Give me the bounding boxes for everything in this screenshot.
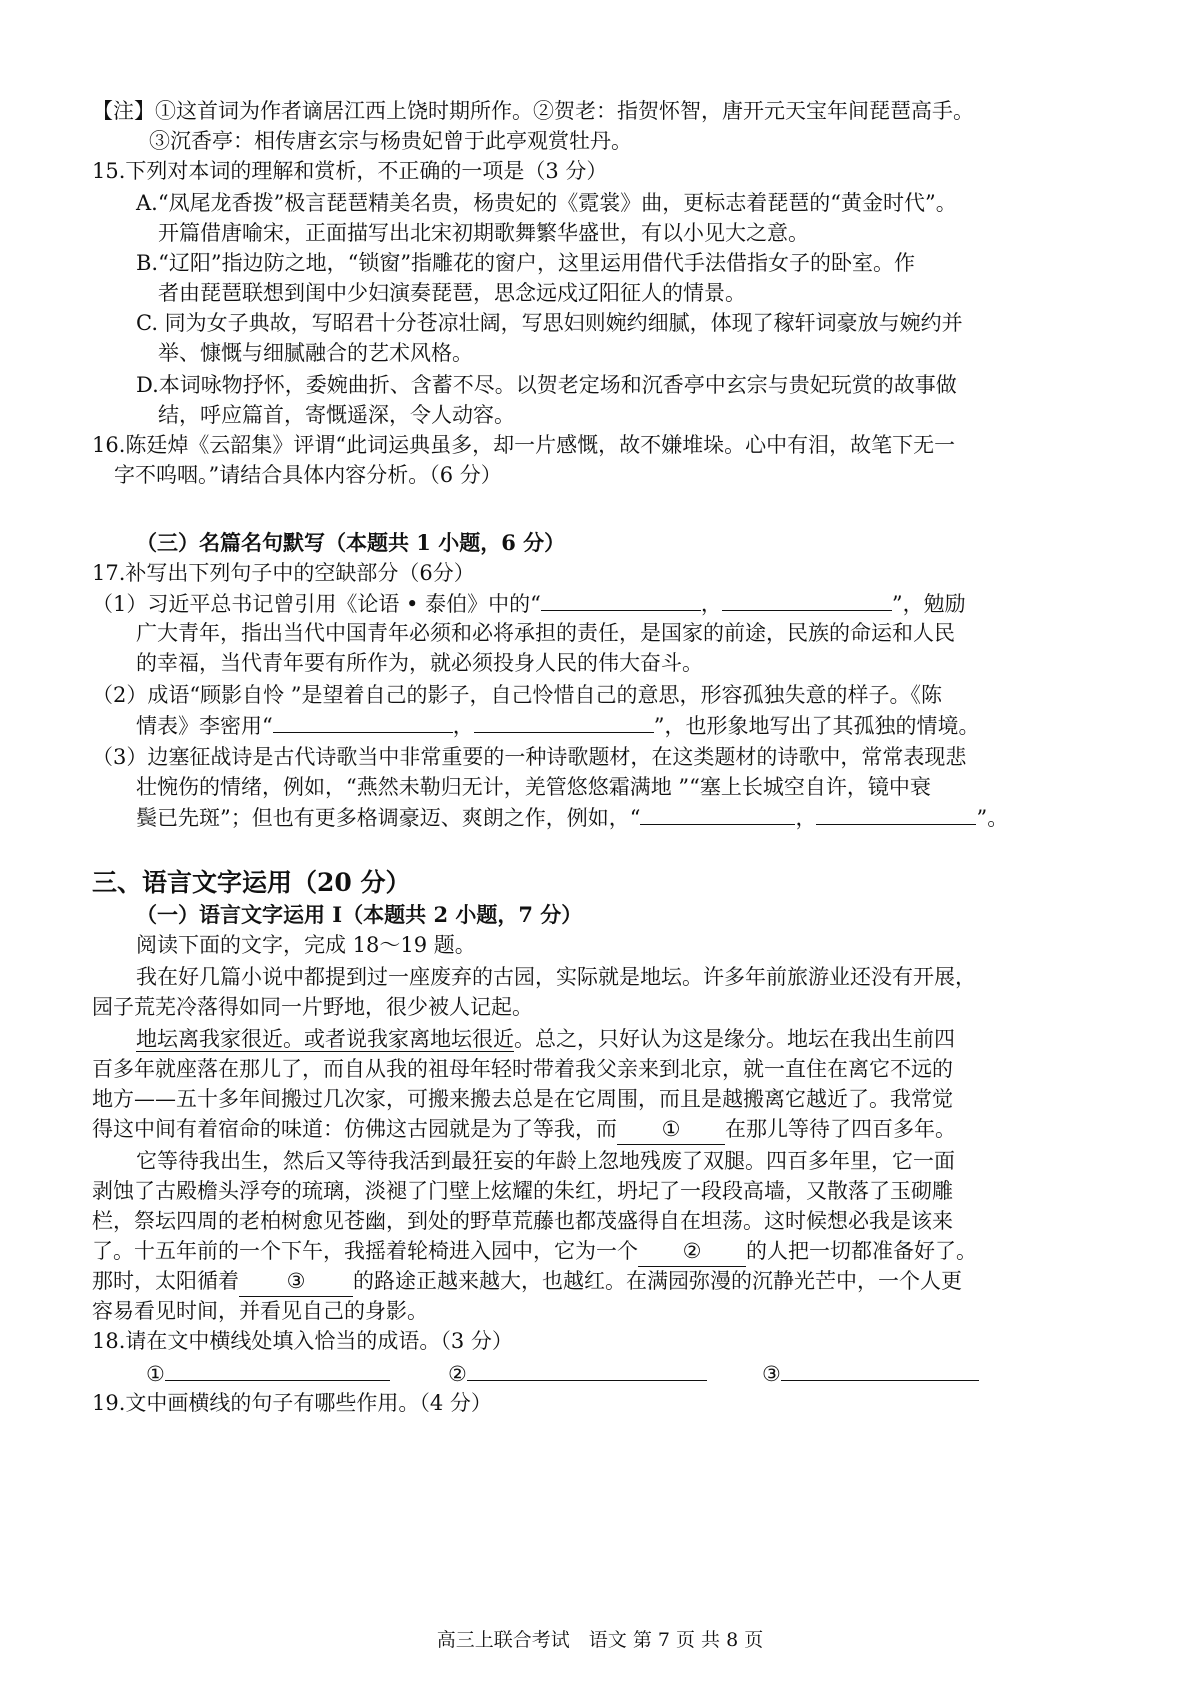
q17-part-3-line-3: [136, 802, 1008, 833]
underlined-sentence: 地坛离我家很近。或者说我家离地坛很近: [136, 1027, 514, 1051]
q18-answer-blank-3[interactable]: [781, 1358, 979, 1381]
answer-blank-3[interactable]: [273, 710, 453, 733]
q15-option-b-2: 者由琵琶联想到闺中少妇演奏琵琶，思念远戍辽阳征人的情景。: [158, 281, 746, 305]
passage-p2-line-4: [92, 1114, 956, 1145]
q18-answer-2: [448, 1358, 707, 1389]
passage-p3-line-1: 它等待我出生，然后又等待我活到最狂妄的年龄上忽地残废了双腿。四百多年里，它一面: [136, 1149, 955, 1173]
q15-option-c-1: C. 同为女子典故，写昭君十分苍凉壮阔，写思妇则婉约细腻，体现了稼轩词豪放与婉约并: [136, 311, 963, 335]
passage-p3-line-3: 栏，祭坛四周的老柏树愈见苍幽，到处的野草荒藤也都茂盛得自在坦荡。这时候想必我是该来: [92, 1209, 953, 1233]
answer-blank-2[interactable]: [722, 588, 892, 611]
passage-blank-1[interactable]: ①: [617, 1114, 725, 1145]
note-line-1: 【注】①这首词为作者谪居江西上饶时期所作。②贺老：指贺怀智，唐开元天宝年间琵琶高手。: [92, 99, 974, 123]
note-line-2: ③沉香亭：相传唐玄宗与杨贵妃曾于此亭观赏牡丹。: [149, 129, 632, 153]
q15-option-c-2: 举、慷慨与细腻融合的艺术风格。: [158, 341, 473, 365]
q16-line-2: 字不呜咽。”请结合具体内容分析。（6 分）: [114, 463, 502, 487]
q17-part-1-line-3: 的幸福，当代青年要有所作为，就必须投身人民的伟大奋斗。: [136, 651, 703, 675]
passage-text: 的路途正越来越大，也越红。在满园弥漫的沉静光芒中，一个人更: [353, 1269, 962, 1293]
passage-text: 的人把一切都准备好了。: [746, 1239, 977, 1263]
q18-mark-1: ①: [146, 1362, 165, 1386]
passage-p3-line-2: 剥蚀了古殿檐头浮夸的琉璃，淡褪了门壁上炫耀的朱红，坍圮了一段段高墙，又散落了玉砌雕: [92, 1179, 953, 1203]
q17-3-suffix: ”。: [976, 806, 1009, 830]
q17-part-1-line-1: [92, 588, 966, 619]
q19-stem: 19.文中画横线的句子有哪些作用。（4 分）: [92, 1391, 492, 1415]
q17-3-prefix: 鬓已先斑”；但也有更多格调豪迈、爽朗之作，例如，“: [136, 806, 641, 830]
passage-p1-line-1: 我在好几篇小说中都提到过一座废弃的古园，实际就是地坛。许多年前旅游业还没有开展，: [136, 965, 976, 989]
q18-mark-2: ②: [448, 1362, 467, 1386]
reading-instruction: 阅读下面的文字，完成 18～19 题。: [136, 933, 476, 957]
q17-part-3-line-2: 壮惋伤的情绪，例如，“燕然未勒归无计，羌管悠悠霜满地 ”“塞上长城空自许，镜中衰: [136, 775, 931, 799]
passage-p2-line-3: 地方——五十多年间搬过几次家，可搬来搬去总是在它周围，而且是越搬离它越近了。我常觉: [92, 1087, 953, 1111]
q15-option-d-1: D.本词咏物抒怀，委婉曲折、含蓄不尽。以贺老定场和沉香亭中玄宗与贵妃玩赏的故事做: [136, 373, 957, 397]
answer-blank-4[interactable]: [474, 710, 654, 733]
answer-blank-5[interactable]: [640, 802, 795, 825]
passage-blank-2[interactable]: ②: [638, 1236, 746, 1267]
q17-part-1-line-2: 广大青年，指出当代中国青年必须和必将承担的责任，是国家的前途，民族的命运和人民: [136, 621, 955, 645]
q18-answer-blank-1[interactable]: [165, 1358, 390, 1381]
q17-1-suffix: ”，勉励: [891, 592, 966, 616]
passage-text: 得这中间有着宿命的味道：仿佛这古园就是为了等我，而: [92, 1117, 617, 1141]
q17-2-comma: ，: [452, 714, 474, 738]
part-3-title: 三、语言文字运用（20 分）: [92, 868, 411, 897]
q18-stem: 18.请在文中横线处填入恰当的成语。（3 分）: [92, 1329, 513, 1353]
passage-p3-line-6: 容易看见时间，并看见自己的身影。: [92, 1299, 428, 1323]
q17-2-suffix: ”，也形象地写出了其孤独的情境。: [653, 714, 980, 738]
passage-blank-3[interactable]: ③: [239, 1266, 353, 1297]
answer-blank-1[interactable]: [541, 588, 701, 611]
q18-answer-blank-2[interactable]: [467, 1358, 707, 1381]
q15-option-d-2: 结，呼应篇首，寄慨遥深，令人动容。: [158, 403, 515, 427]
q16-line-1: 16.陈廷焯《云韶集》评谓“此词运典虽多，却一片感慨，故不嫌堆垛。心中有泪，故笔下无一: [92, 433, 956, 457]
q17-1-prefix: （1）习近平总书记曾引用《论语 • 泰伯》中的“: [92, 592, 541, 616]
q17-part-2-line-2: [136, 710, 980, 741]
q15-option-b-1: B.“辽阳”指边防之地，“锁窗”指雕花的窗户，这里运用借代手法借指女子的卧室。作: [136, 251, 916, 275]
section-3-title: （三）名篇名句默写（本题共 1 小题，6 分）: [136, 530, 566, 555]
q18-answer-1: [146, 1358, 390, 1389]
passage-p3-line-5: [92, 1266, 962, 1297]
q15-stem: 15.下列对本词的理解和赏析，不正确的一项是（3 分）: [92, 159, 608, 183]
passage-text: 了。十五年前的一个下午，我摇着轮椅进入园中，它为一个: [92, 1239, 638, 1263]
q18-mark-3: ③: [762, 1362, 781, 1386]
q17-part-2-line-1: （2）成语“顾影自怜 ”是望着自己的影子，自己怜惜自己的意思，形容孤独失意的样子。《陈: [92, 683, 943, 707]
q17-1-comma: ，: [700, 592, 722, 616]
passage-text: 在那儿等待了四百多年。: [725, 1117, 956, 1141]
q15-option-a-1: A.“凤尾龙香拨”极言琵琶精美名贵，杨贵妃的《霓裳》曲，更标志着琵琶的“黄金时代”。: [136, 191, 957, 215]
q18-answer-3: [762, 1358, 979, 1389]
q17-stem: 17.补写出下列句子中的空缺部分（6分）: [92, 561, 475, 585]
passage-p2-line-2: 百多年就座落在那儿了，而自从我的祖母年轻时带着我父亲来到北京，就一直住在离它不远的: [92, 1057, 953, 1081]
q15-option-a-2: 开篇借唐喻宋，正面描写出北宋初期歌舞繁华盛世，有以小见大之意。: [158, 221, 809, 245]
passage-text: 那时，太阳循着: [92, 1269, 239, 1293]
passage-p1-line-2: 园子荒芜冷落得如同一片野地，很少被人记起。: [92, 995, 533, 1019]
part-3-subtitle: （一）语言文字运用 Ⅰ（本题共 2 小题，7 分）: [136, 902, 583, 927]
answer-blank-6[interactable]: [816, 802, 976, 825]
q17-part-3-line-1: （3）边塞征战诗是古代诗歌当中非常重要的一种诗歌题材，在这类题材的诗歌中，常常表现悲: [92, 745, 967, 769]
passage-p3-line-4: [92, 1236, 977, 1267]
passage-p2-line-1-rest: 。总之，只好认为这是缘分。地坛在我出生前四: [514, 1027, 955, 1051]
q17-3-comma: ，: [795, 806, 817, 830]
passage-p2-line-1: [136, 1024, 955, 1054]
page-footer: 高三上联合考试 语文 第 7 页 共 8 页: [436, 1629, 764, 1651]
q17-2-prefix: 情表》李密用“: [136, 714, 273, 738]
